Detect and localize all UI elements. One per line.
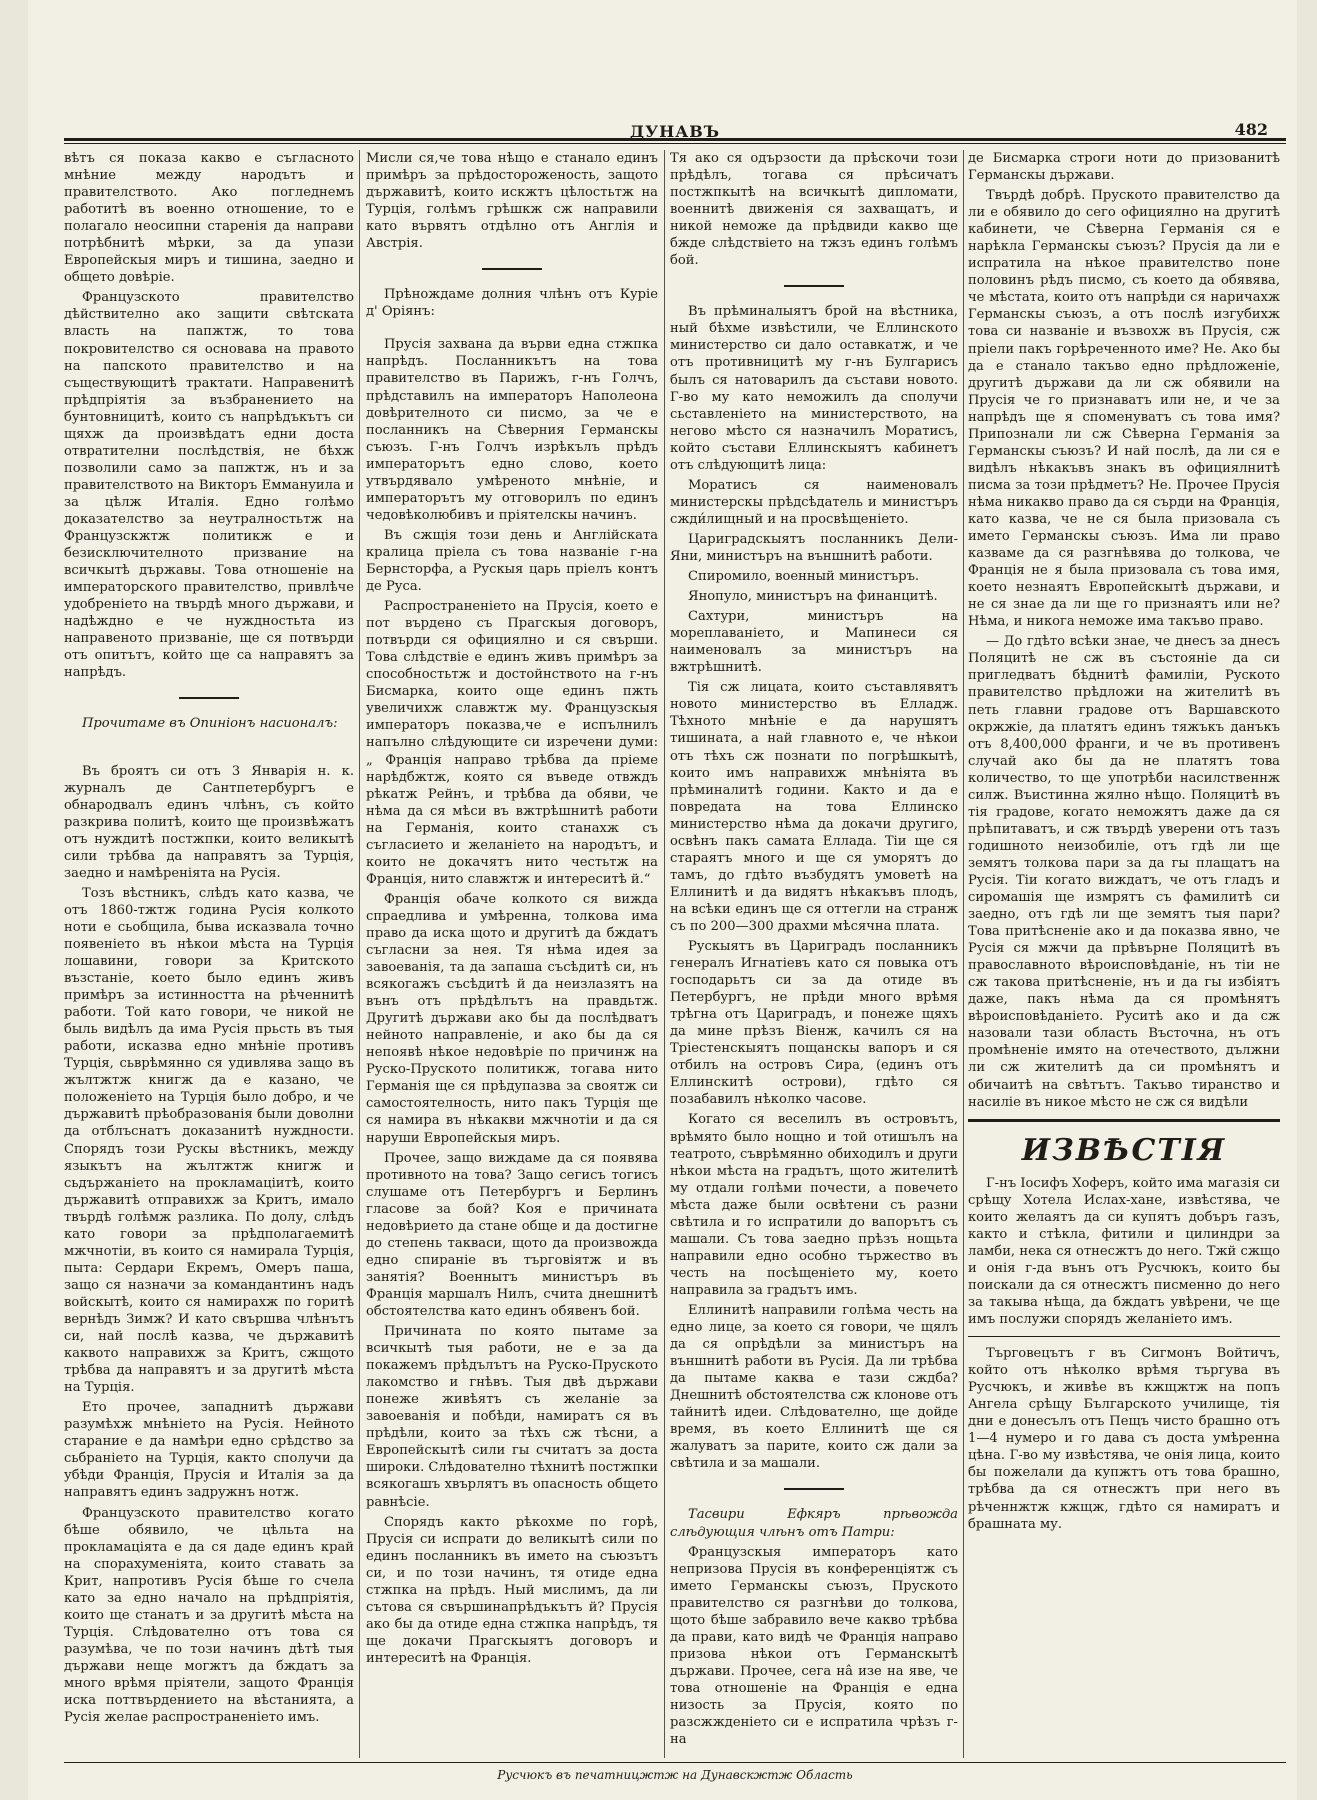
paragraph: Спиромило, военный министъръ. <box>688 569 920 585</box>
news-title: ИЗВѢСТІЯ <box>1021 1132 1227 1168</box>
paragraph: Търговецътъ г въ Сигмонъ Войтичъ, който отъ нѣколко врѣмя търгува въ Русчюкъ, и живѣе въ кжщжтж на попъ Ангела срѣщу Българското училище, тія дни е донесълъ отъ Пещъ чисто брашно отъ 1—4 нумеро и го дава съ доста умѣренна цѣна. Г-во му извѣстява, че онія лица, които бы пожелали да купжтъ отъ това брашно, трѣбва да ся отнесжтъ при него въ рѣченнжтж кжщж, гдѣто ся намиратъ и брашната му. <box>968 1346 1280 1532</box>
paragraph: Еллинитѣ направили голѣма честь на едно лице, за което ся говори, че щялъ да ся опрѣдѣли за министъръ на външнитѣ работи въ Русія. Да ли трѣбва да пытаме каква е тази сждба? Днешнитѣ обстоятелства сж клонове отъ тайнитѣ идеи. Слѣдователно, ще дойде время, въ което Еллинитѣ ще ся жалуватъ за парите, които сж дали за свѣтила и за машали. <box>670 1303 958 1472</box>
paragraph: Твърдѣ добрѣ. Пруското правителство да ли е обявило до сего официялно на другитѣ кабинети, че Сѣверна Германія ся е нарѣкла Германскы съюзъ? Прусія да ли е испратила на нѣкое правителство поне половинъ рѣдъ писмо, съ което да обявява, че мѣстата, които отъ напрѣди ся наричахж Германскы съюзъ, а отъ послѣ изгубихж това си названіе и възвохж въ Прусія, сж пріели пакъ горѣреченното име? Не. Ако бы да е станало такъво едно прѣдложеніе, другитѣ държави да ли сж обявили на Прусія че го признаватъ или не, и че за напрѣдъ ще я споменуватъ съ това имя? Припознали ли сж Сѣверна Германія за Германскы съюзъ? И най послѣ, да ли ся е видѣлъ нѣкакъвъ знакъ въ официялнитѣ писма за този прѣдметъ? Не. Прочее Прусія нѣма никакво право да ся сърди на Франція, като казва, че не ся была призовала съ името Германскы съюзъ. Има ли право казваме да ся разгнѣвява до толкова, че Франція не я была призовала съ това имя, което незнаятъ Европейскытѣ държави, и не ся знае да ли ще го признаятъ или не? Нѣма, и никога неможе има такъво право. <box>968 188 1280 630</box>
news-title-box <box>968 1132 1280 1168</box>
imprint: Русчюкъ въ печатницжтж на Дунавскжтж Область <box>497 1768 853 1782</box>
paragraph: Тасвири Ефкяръ прѣвожда слѣдующия члѣнъ отъ Патри: <box>670 1507 958 1540</box>
paragraph: Г-нъ Іосифъ Хоферъ, който има магазія си срѣщу Хотела Ислах-хане, извѣстява, че които желаятъ да си купятъ добъръ газъ, както и стѣкла, фитили и цилиндри за ламби, нека ся отнесжтъ до него. Тжй сжщо и онія г-да вънъ отъ Русчюкъ, които бы поискали да ся отнесжтъ писменно до него за такыва нѣща, да бждатъ увѣрени, че ще имъ послужи спорядъ желаніето имъ. <box>968 1175 1280 1328</box>
newspaper-page <box>28 0 1297 1800</box>
paragraph: Когато ся веселилъ въ островътъ, врѣмято было нощно и той отишълъ на театрото, съврѣмянно обиходилъ и други нѣкои мѣста на градътъ, щото жителитѣ му отдали голѣми почести, а повечето мѣста даже были освѣтени съ разни свѣтила и го испратили до вапорътъ съ машали. Съ това заедно прѣзъ нощьта направили едно особно тържество въ честь на посѣщеніето му, което направила за градътъ имъ. <box>670 1112 958 1298</box>
paragraph: Французското правителство дѣйствително ако защити свѣтската власть на папжтж, то това покровителство ся основава на правото на папското правителство и на съществующитѣ трактати. Направенитѣ прѣдпріятія за възбранението на бунтовницитѣ, които съ напрѣдъкътъ си щяхж да произвѣдатъ едни доста отвратителни послѣдствія, не бѣхж позволили само за папжтж, нъ и за правителството на Викторъ Еммануила и за цѣлж Италія. Едно голѣмо доказателство за неутралностьтж на Французскжтж политикж е и безисключителното призвание на всичкытѣ държавы. Това отношеніе на императорского правителство, привлѣче удобреніето на твърдѣ много държави, и надѣждно е че нуждностьта из направеното призваніе, ще ся потвърди отъ опитътъ, който ще са направятъ за напрѣдъ. <box>64 290 354 681</box>
column-2 <box>366 150 658 1758</box>
page-number: 482 <box>1234 120 1268 139</box>
paragraph: Рускыятъ въ Цариградъ посланникъ генералъ Игнатіевъ като ся повыка отъ господарьтъ си за да отиде въ Петербургъ, не прѣди много врѣмя трѣгна отъ Цариградъ, и понеже щяхъ да мине прѣзъ Віенж, качилъ ся на Тріестенскыятъ пощанскы вапоръ и ся отбилъ на островъ Сира, (единъ отъ Еллинскитѣ острови), гдѣто ся позабавилъ нѣколко часове. <box>670 939 958 1108</box>
column-rule <box>359 150 360 1758</box>
paragraph: Французскыя императоръ като непризова Прусія въ конференціятж съ името Германскы съюзъ, Пруското правителство ся разгнѣви до толкова, щото бѣше забравило вече какво трѣбва да прави, като видѣ че Франція направо призова нѣкои отъ Германскытѣ държави. Прочее, сега на̂ изе на яве, че това отношеніе на Франція е една низость за Прусія, която по разсжжденіето си е испратила чрѣзъ г-на <box>670 1544 958 1748</box>
paragraph: Ето прочее, западнитѣ държави разумѣхж мнѣніето на Русія. Нейното старание е да намѣри едно срѣдство за сьбраніето на Турція, както сполучи да убѣди Франція, Прусія и Италія за да направятъ единъ задружнъ нотж. <box>64 1400 354 1501</box>
paragraph: Прусія захвана да върви една стжпка напрѣдъ. Посланникътъ на това правителство въ Парижъ, г-нъ Голчъ, прѣдставилъ на императоръ Наполеона довѣрителното си писмо, за че е посланникъ на Сѣверния Германскы съюзъ. Г-нъ Голчъ изрѣкълъ прѣдъ императорътъ едно слово, което утвърдявало умѣреното мнѣніе, и императорътъ му отговорилъ по единъ чедовѣколюбивъ и пріятелскы начинъ. <box>366 337 658 523</box>
paragraph: Въ броятъ си отъ 3 Январія н. к. журналъ де Сантпетербургъ е обнародвалъ единъ члѣнъ, съ който разкрива политѣ, които ще произвѣжатъ отъ нуждитѣ постжпки, които великытѣ сили трѣбва да направятъ за Турція, заедно и намѣреніята на Русія. <box>64 763 354 881</box>
header-rule-thin <box>64 143 1286 144</box>
paragraph: Цариградскыятъ посланникъ Дели-Яни, министъръ на външнитѣ работи. <box>670 531 958 564</box>
separator <box>482 268 542 270</box>
paragraph: Прочее, защо виждаме да ся появява противното на това? Защо сегисъ тогисъ слушаме отъ Петербургъ и Берлинъ гласове за бой? Коя е причината недовѣрието да стане обще и да достигне до степень такваси, щото да произвожда едно спираніе въ търговіятж и въ занятія? Военнытъ министъръ въ Франція маршалъ Нилъ, счита днешнитѣ обстоятелства като единъ обявенъ бой. <box>366 1150 658 1319</box>
paragraph: Тозъ вѣстникъ, слѣдъ като казва, че отъ 1860-тжтж година Русія колкото ноти е сьобщила, быва исказвала точно появеніето въ нѣкои мѣста на Турція лошавини, говори за Критското възстаніе, което было единъ живъ примѣръ за истинността на рѣченнитѣ работи. Той като говори, че никой не быль видѣлъ да има Русія прьсть въ тыя работи, исказва едно мнѣніе противъ Турція, сьврѣмянно ся удивлява защо въ жълтжтж книгж да е казано, че положеніето на Турція было добро, и че държавитѣ прѣобразованія были доволни да отблъснатъ доказанитѣ нуждности. Спорядъ този Рускы вѣстникъ, между языкътъ на жълтжтж книгж и сьдържаніето на прокламаціитѣ, които държавитѣ отправихж за Критъ, имало твърдѣ голѣмж разлика. По долу, слѣдъ като говори за прѣдполагаемитѣ мжчнотіи, въ които ся намирала Турція, пыта: Сердари Екремъ, Омеръ паша, защо ся назначи за командантинъ надъ войскытѣ, които ся намирахж по горитѣ вернѣдъ Зимж? И като свършва члѣнътъ си, най послѣ казва, че държавитѣ каквото направихж за Критъ, сжщото трѣбва да направятъ и за другитѣ мѣста на Турція. <box>64 885 354 1396</box>
column-4 <box>968 150 1280 1758</box>
column-1 <box>64 150 354 1758</box>
paragraph: Французското правителство когато бѣше обявило, че цѣльта на прокламаціята е да ся даде единъ край на спорахуменіята, които ставать за Крит, напротивъ Русія бѣше го счела като за едно начало на прѣдпріятія, които ще станатъ и за другитѣ мѣста на Турція. Слѣдователно отъ това ся разумѣва, че по този начинъ дѣтѣ тыя държави неще могжтъ да бждатъ за много врѣмя пріятели, защото Франція иска поттвърдението на вѣстанията, а Русія желае распространеніето имъ. <box>64 1505 354 1726</box>
separator <box>784 1488 844 1490</box>
paragraph: Мисли ся,че това нѣщо е станало единъ примѣръ за прѣдостороженость, защото държавитѣ, които искжтъ цѣлостьтж на Турція, голѣмъ грѣшкж сж направили като вървятъ отдѣлно отъ Англія и Австрія. <box>366 151 658 252</box>
section-rule <box>968 1336 1280 1337</box>
paragraph: вѣтъ ся показа какво е съгласното мнѣние между народътъ и правителството. Ако погледнемъ работитѣ въ военно отношение, то е полагало неосипни старенія да направи потрѣбнитѣ мѣрки, за да упази Европейскыя миръ и тишина, заедно и общето довѣріе. <box>64 151 354 286</box>
paragraph: Франція обаче колкото ся вижда спраедлива и умѣренна, толкова има право да иска щото и другитѣ да бждатъ съгласни за нея. Тя нѣма идея за завоеванія, та да запаша съсѣдитѣ си, нъ всякогажъ съсѣдитѣ й да неизлазятъ на вънъ отъ прѣдѣлътъ на правдьтж. Другитѣ държави ако бы да послѣдватъ нейното направленіе, и ако бы да ся непоявѣ нѣкое недовѣріе по причинж на Руско-Пруското политикж, тогава нито Германія ще ся прѣдупазва за своятж си самостоятелность, нито пакъ Турція ще ся намира въ нѣкакви мжчнотіи и да ся наруши Европейскыя миръ. <box>366 891 658 1146</box>
paragraph: Моратисъ ся наименовалъ министерскы прѣдсѣдатель и министъръ сжди́лищный и на просвѣщеніето. <box>670 477 958 527</box>
header-rule <box>64 138 1286 141</box>
separator <box>179 697 239 699</box>
paragraph: Прѣнождаме долния члѣнъ отъ Куріе д' Оріянъ: <box>366 287 658 320</box>
paragraph: Причината по която пытаме за всичкытѣ тыя работи, не е за да покажемъ прѣдълътъ на Руско-Пруското лакомство и гнѣвъ. Тыя двѣ държави понеже живѣятъ съ желаніе за завоеванія и побѣди, намиратъ ся въ прѣдѣли, които за тѣхъ сж тѣсни, а Европейскытѣ сили гы считатъ за доста широки. Слѣдователно тѣхнитѣ постжпки всякогашъ хвърлятъ въ опасность общето равнѣсіе. <box>366 1324 658 1510</box>
column-rule <box>664 150 665 1758</box>
separator <box>784 285 844 287</box>
paragraph: Сахтури, министъръ на мореплаваніето, и Мапинеси ся наименовалъ за министъръ на вжтрѣшнитѣ. <box>670 609 958 676</box>
paragraph: де Бисмарка строги ноти до призованитѣ Германскы държави. <box>968 151 1280 184</box>
footer-rule <box>64 1762 1286 1763</box>
paragraph: — До гдѣто всѣки знае, че днесъ за днесъ Поляцитѣ не сж въ състояніе да си пригледватъ бѣднитѣ фамиліи, Руското правителство прѣдложи на жителитѣ въ петь главни градове отъ Варшавското окржжіе, да платятъ единъ тяжъкъ данъкъ отъ 8,400,000 франги, и че въ противенъ случай ако бы да не платятъ това количество, то ще употрѣби насилственнж силж. Въистинна жялно нѣщо. Поляцитѣ въ тія градове, когато неможятъ даже да ся прѣпитаватъ, и сж твърдѣ уверени отъ тазъ годишното неизобиліе, отъ гдѣ ли ще земятъ толкова пари за да гы плащатъ на Русія. Тіи когато виждатъ, че отъ гладъ и сиромашія ще измрятъ съ фамилитѣ си заедно, отъ гдѣ ли ще земятъ тыя пари? Това притѣсненіе ако и да показва явно, че Русія ся мжчи да прѣвърне Поляцитѣ въ православното вѣроисповѣданіе, нъ тіи не сж такова притѣсненіе, нъ и да гы избіятъ даже, пакъ нѣма да ся промѣнятъ вѣроисповѣданіето. Руситѣ ако и да сж назовали тази область Въсточна, нъ отъ промѣненіе имято на отечеството, дължни ли сж жителитѣ да си промѣнятъ и обичаитѣ на свѣтътъ. Такъво тиранство и насиліе въ никое мѣсто не сж ся видѣли <box>968 634 1280 1110</box>
paragraph: Прочитаме въ Опиніонъ насионалъ: <box>82 716 338 732</box>
paragraph: Въ прѣминалыятъ брой на вѣстника, ный бѣхме извѣстили, че Еллинското министерство си дало оставкатж, и че отъ противницитѣ му г-нъ Булгарисъ былъ ся натоварилъ да състави новото. Г-во му като неможилъ да сполучи сьставленіето на министерството, на негово мѣсто ся назначилъ Моратисъ, който състави Еллинскыятъ кабинетъ отъ слѣдующитѣ лица: <box>670 304 958 473</box>
paragraph: Въ сжщія този день и Англійската кралица пріела съ това названіе г-на Бернсторфа, а Рускыя царь пріелъ контъ де Руса. <box>366 527 658 595</box>
paragraph: Распространеніето на Прусія, което е пот върдено съ Прагскыя договоръ, потвърди ся официялно и ся свърши. Това слѣдствіе е единъ живъ примѣръ за способностьтж и достойнството на г-нъ Бисмарка, които още единъ пжть увеличихж славжтж му. Французскыя императоръ показва,че е испълнилъ напълно слѣдующите си изречени думи: „ Франція направо трѣбва да пріеме нарѣдбжтж, която ся въведе отвждъ рѣкатж Рейнъ, и трѣбва да обяви, че нѣма да ся мѣси въ вжтрѣшнитѣ работи на Германія, които станахж съ съгласието и желаніето на народътъ, и които не докачятъ нито честьтж на Франція, нито славжтж и интереситѣ й.“ <box>366 599 658 887</box>
masthead: ДУНАВЪ <box>629 122 721 141</box>
paragraph: Тя ако ся одързости да прѣскочи този прѣдѣлъ, тогава ся прѣсичатъ постжпкытѣ на всичкытѣ дипломати, военнитѣ движенія ся захващатъ, и никой неможе да прѣдвиди какво ще бжде слѣдствіето на тжзъ единъ голѣмъ бой. <box>670 151 958 269</box>
column-rule <box>963 150 964 1758</box>
section-rule <box>968 1119 1280 1122</box>
column-3 <box>670 150 958 1758</box>
paragraph: Янопуло, министъръ на финанцитѣ. <box>688 589 938 605</box>
paragraph: Тія сж лицата, които съставлявятъ новото министерство въ Елладж. Тѣхното мнѣніе е да нарушятъ тишината, а най главното е, че нѣкои отъ тѣхъ сж познати по погрѣшкытѣ, които имъ направихж мнѣніята въ прѣминалитѣ години. Както и да е повредата на това Еллинско министерство нѣма да докачи другиго, освѣнъ пакъ самата Еллада. Тіи ще ся стараятъ много и ще ся уморятъ до тамъ, до гдѣто възбудятъ умоветѣ на Еллинитѣ и да видятъ нѣкакъвъ плодъ, на всѣки единъ ще ся оттегли на странж съ по 200—300 драхми мѣсячна плата. <box>670 680 958 934</box>
paragraph: Спорядъ както рѣкохме по горѣ, Прусія си испрати до великытѣ сили по единъ посланникъ въ името на съюзътъ си, и по този начинъ, тя отиде една стжпка на прѣдъ. Ный мислимъ, да ли сътова ся свършинапрѣдъкътъ й? Прусія ако бы да отиде една стжпка напрѣдъ, тя ще докачи Прагскыятъ договоръ и интереситѣ на Франція. <box>366 1514 658 1666</box>
